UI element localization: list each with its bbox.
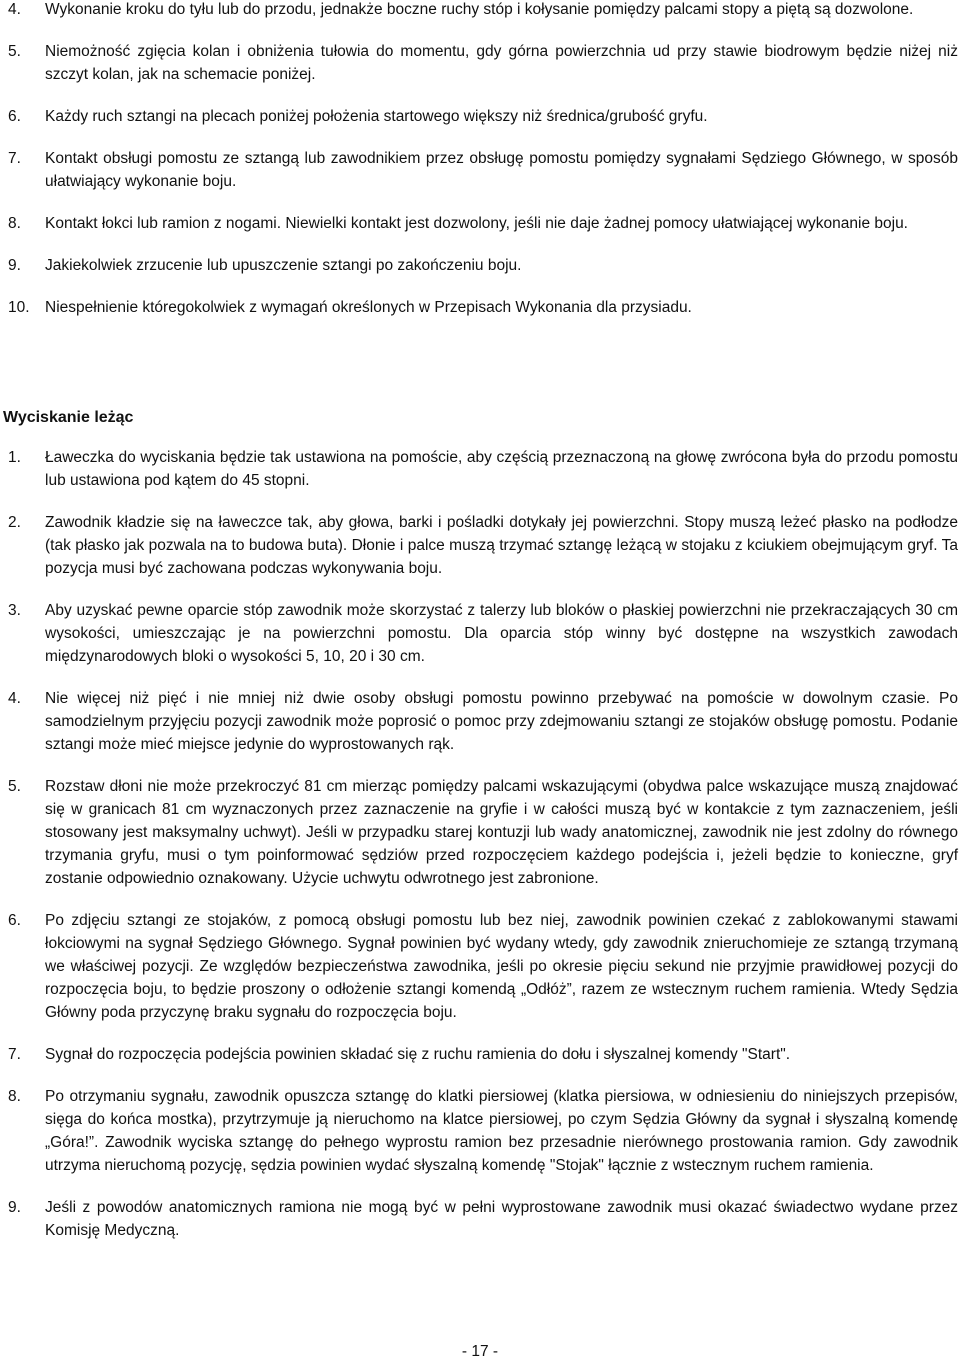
list-item [8,147,958,193]
item-number: 6. [8,912,21,929]
list-item [8,40,958,86]
list-item [8,105,958,128]
list-item [8,909,958,1024]
item-number: 7. [8,150,21,167]
bench-press-rules-list [8,446,958,1261]
item-number: 8. [8,215,21,232]
item-text: Kontakt łokci lub ramion z nogami. Niewielki kontakt jest dozwolony, jeśli nie daje żadnej pomocy ułatwiającej wykonanie boju. [45,215,908,232]
item-number: 5. [8,43,21,60]
item-text: Sygnał do rozpoczęcia podejścia powinien składać się z ruchu ramienia do dołu i słyszalnej komendy "Start". [45,1046,791,1063]
item-text: Jeśli z powodów anatomicznych ramiona nie mogą być w pełni wyprostowane zawodnik musi okazać świadectwo wydane przez Komisję Medyczną. [45,1199,958,1239]
item-number: 2. [8,514,21,531]
item-number: 6. [8,108,21,125]
item-number: 4. [8,1,21,18]
item-text: Aby uzyskać pewne oparcie stóp zawodnik może skorzystać z talerzy lub bloków o płaskiej powierzchni nie przekraczających 30 cm wysokości, umieszczając je na powierzchni pomostu. Dla oparcia stóp winny być dostępne na wszystkich zawodach międzynarodowych bloki o wysokości 5, 10, 20 i 30 cm. [45,602,958,665]
item-text: Po zdjęciu sztangi ze stojaków, z pomocą obsługi pomostu lub bez niej, zawodnik powinien czekać z zablokowanymi stawami łokciowymi na sygnał Sędziego Głównego. Sygnał powinien być wydany wtedy, gdy zawodnik znieruchomieje ze sztangą trzymaną we właściwej pozycji. Ze względów bezpieczeństwa zawodnika, jeśli po okresie pięciu sekund nie przyjmie prawidłowej pozycji do rozpoczęcia boju, to będzie proszony o odłożenie sztangi komendą „Odłóż”, razem ze wstecznym ruchem ramienia. Wtedy Sędzia Główny poda przyczynę braku sygnału do rozpoczęcia boju. [45,912,958,1021]
item-text: Po otrzymaniu sygnału, zawodnik opuszcza sztangę do klatki piersiowej (klatka piersiowa, w odniesieniu do niniejszych przepisów, sięga do końca mostka), przytrzymuje ją nieruchomo na klatce piersiowej, po czym Sędzia Główny da sygnał i słyszalną komendę „Góra!”. Zawodnik wyciska sztangę do pełnego wyprostu ramion bez przesadnie nierównego prostowania ramion. Gdy zawodnik utrzyma nieruchomą pozycję, sędzia powinien wydać słyszalną komendę "Stojak" łącznie z wstecznym ruchem ramienia. [45,1088,958,1174]
list-item [8,599,958,668]
item-text: Ławeczka do wyciskania będzie tak ustawiona na pomoście, aby częścią przeznaczoną na głowę zwrócona była do przodu pomostu lub ustawiona pod kątem do 45 stopni. [45,449,958,489]
item-text: Rozstaw dłoni nie może przekroczyć 81 cm mierząc pomiędzy palcami wskazującymi (obydwa palce wskazujące muszą znajdować się w granicach 81 cm wyznaczonych przez zaznaczenie na gryfie i w całości muszą być w kontakcie z tym zaznaczeniem, jeśli stosowany jest maksymalny uchwyt). Jeśli w przypadku starej kontuzji lub wady anatomicznej, zawodnik nie jest zdolny do równego trzymania gryfu, musi o tym poinformować sędziów przed rozpoczęciem każdego podejścia i, jeżeli będzie to konieczne, gryf zostanie odpowiednio oznakowany. Użycie uchwytu odwrotnego jest zabronione. [45,778,958,887]
item-number: 1. [8,449,21,466]
list-item [8,296,958,319]
item-number: 3. [8,602,21,619]
item-text: Kontakt obsługi pomostu ze sztangą lub zawodnikiem przez obsługę pomostu pomiędzy sygnałami Sędziego Głównego, w sposób ułatwiający wykonanie boju. [45,150,958,190]
list-item [8,1196,958,1242]
item-text: Zawodnik kładzie się na ławeczce tak, aby głowa, barki i pośladki dotykały jej powierzchni. Stopy muszą leżeć płasko na podłodze (tak płasko jak pozwala na to budowa buta). Dłonie i palce muszą trzymać sztangę leżącą w stojaku z kciukiem obejmującym gryf. Ta pozycja musi być zachowana podczas wykonywania boju. [45,514,958,577]
list-item [8,511,958,580]
item-number: 10. [8,299,30,316]
item-number: 7. [8,1046,21,1063]
item-text: Jakiekolwiek zrzucenie lub upuszczenie sztangi po zakończeniu boju. [45,257,522,274]
list-item [8,212,958,235]
item-text: Każdy ruch sztangi na plecach poniżej położenia startowego większy niż średnica/grubość gryfu. [45,108,708,125]
item-text: Niespełnienie któregokolwiek z wymagań określonych w Przepisach Wykonania dla przysiadu. [45,299,692,316]
item-text: Nie więcej niż pięć i nie mniej niż dwie osoby obsługi pomostu powinno przebywać na pomoście w dowolnym czasie. Po samodzielnym przyjęciu pozycji zawodnik może poprosić o pomoc przy zdejmowaniu sztangi ze stojaków obsługę pomostu. Podanie sztangi może mieć miejsce jedynie do wyprostowanych rąk. [45,690,958,753]
list-item [8,687,958,756]
item-number: 5. [8,778,21,795]
list-item [8,1043,958,1066]
list-item [8,0,958,21]
section-heading: Wyciskanie leżąc [3,409,134,426]
item-number: 8. [8,1088,21,1105]
list-item [8,446,958,492]
item-text: Wykonanie kroku do tyłu lub do przodu, jednakże boczne ruchy stóp i kołysanie pomiędzy palcami stopy a piętą są dozwolone. [45,1,914,18]
item-text: Niemożność zgięcia kolan i obniżenia tułowia do momentu, gdy górna powierzchnia ud przy stawie biodrowym będzie niżej niż szczyt kolan, jak na schemacie poniżej. [45,43,958,83]
list-item [8,775,958,890]
item-number: 4. [8,690,21,707]
list-item [8,1085,958,1177]
squat-disqualification-list [8,0,958,338]
list-item [8,254,958,277]
item-number: 9. [8,1199,21,1216]
item-number: 9. [8,257,21,274]
page-number: - 17 - [461,1343,499,1360]
